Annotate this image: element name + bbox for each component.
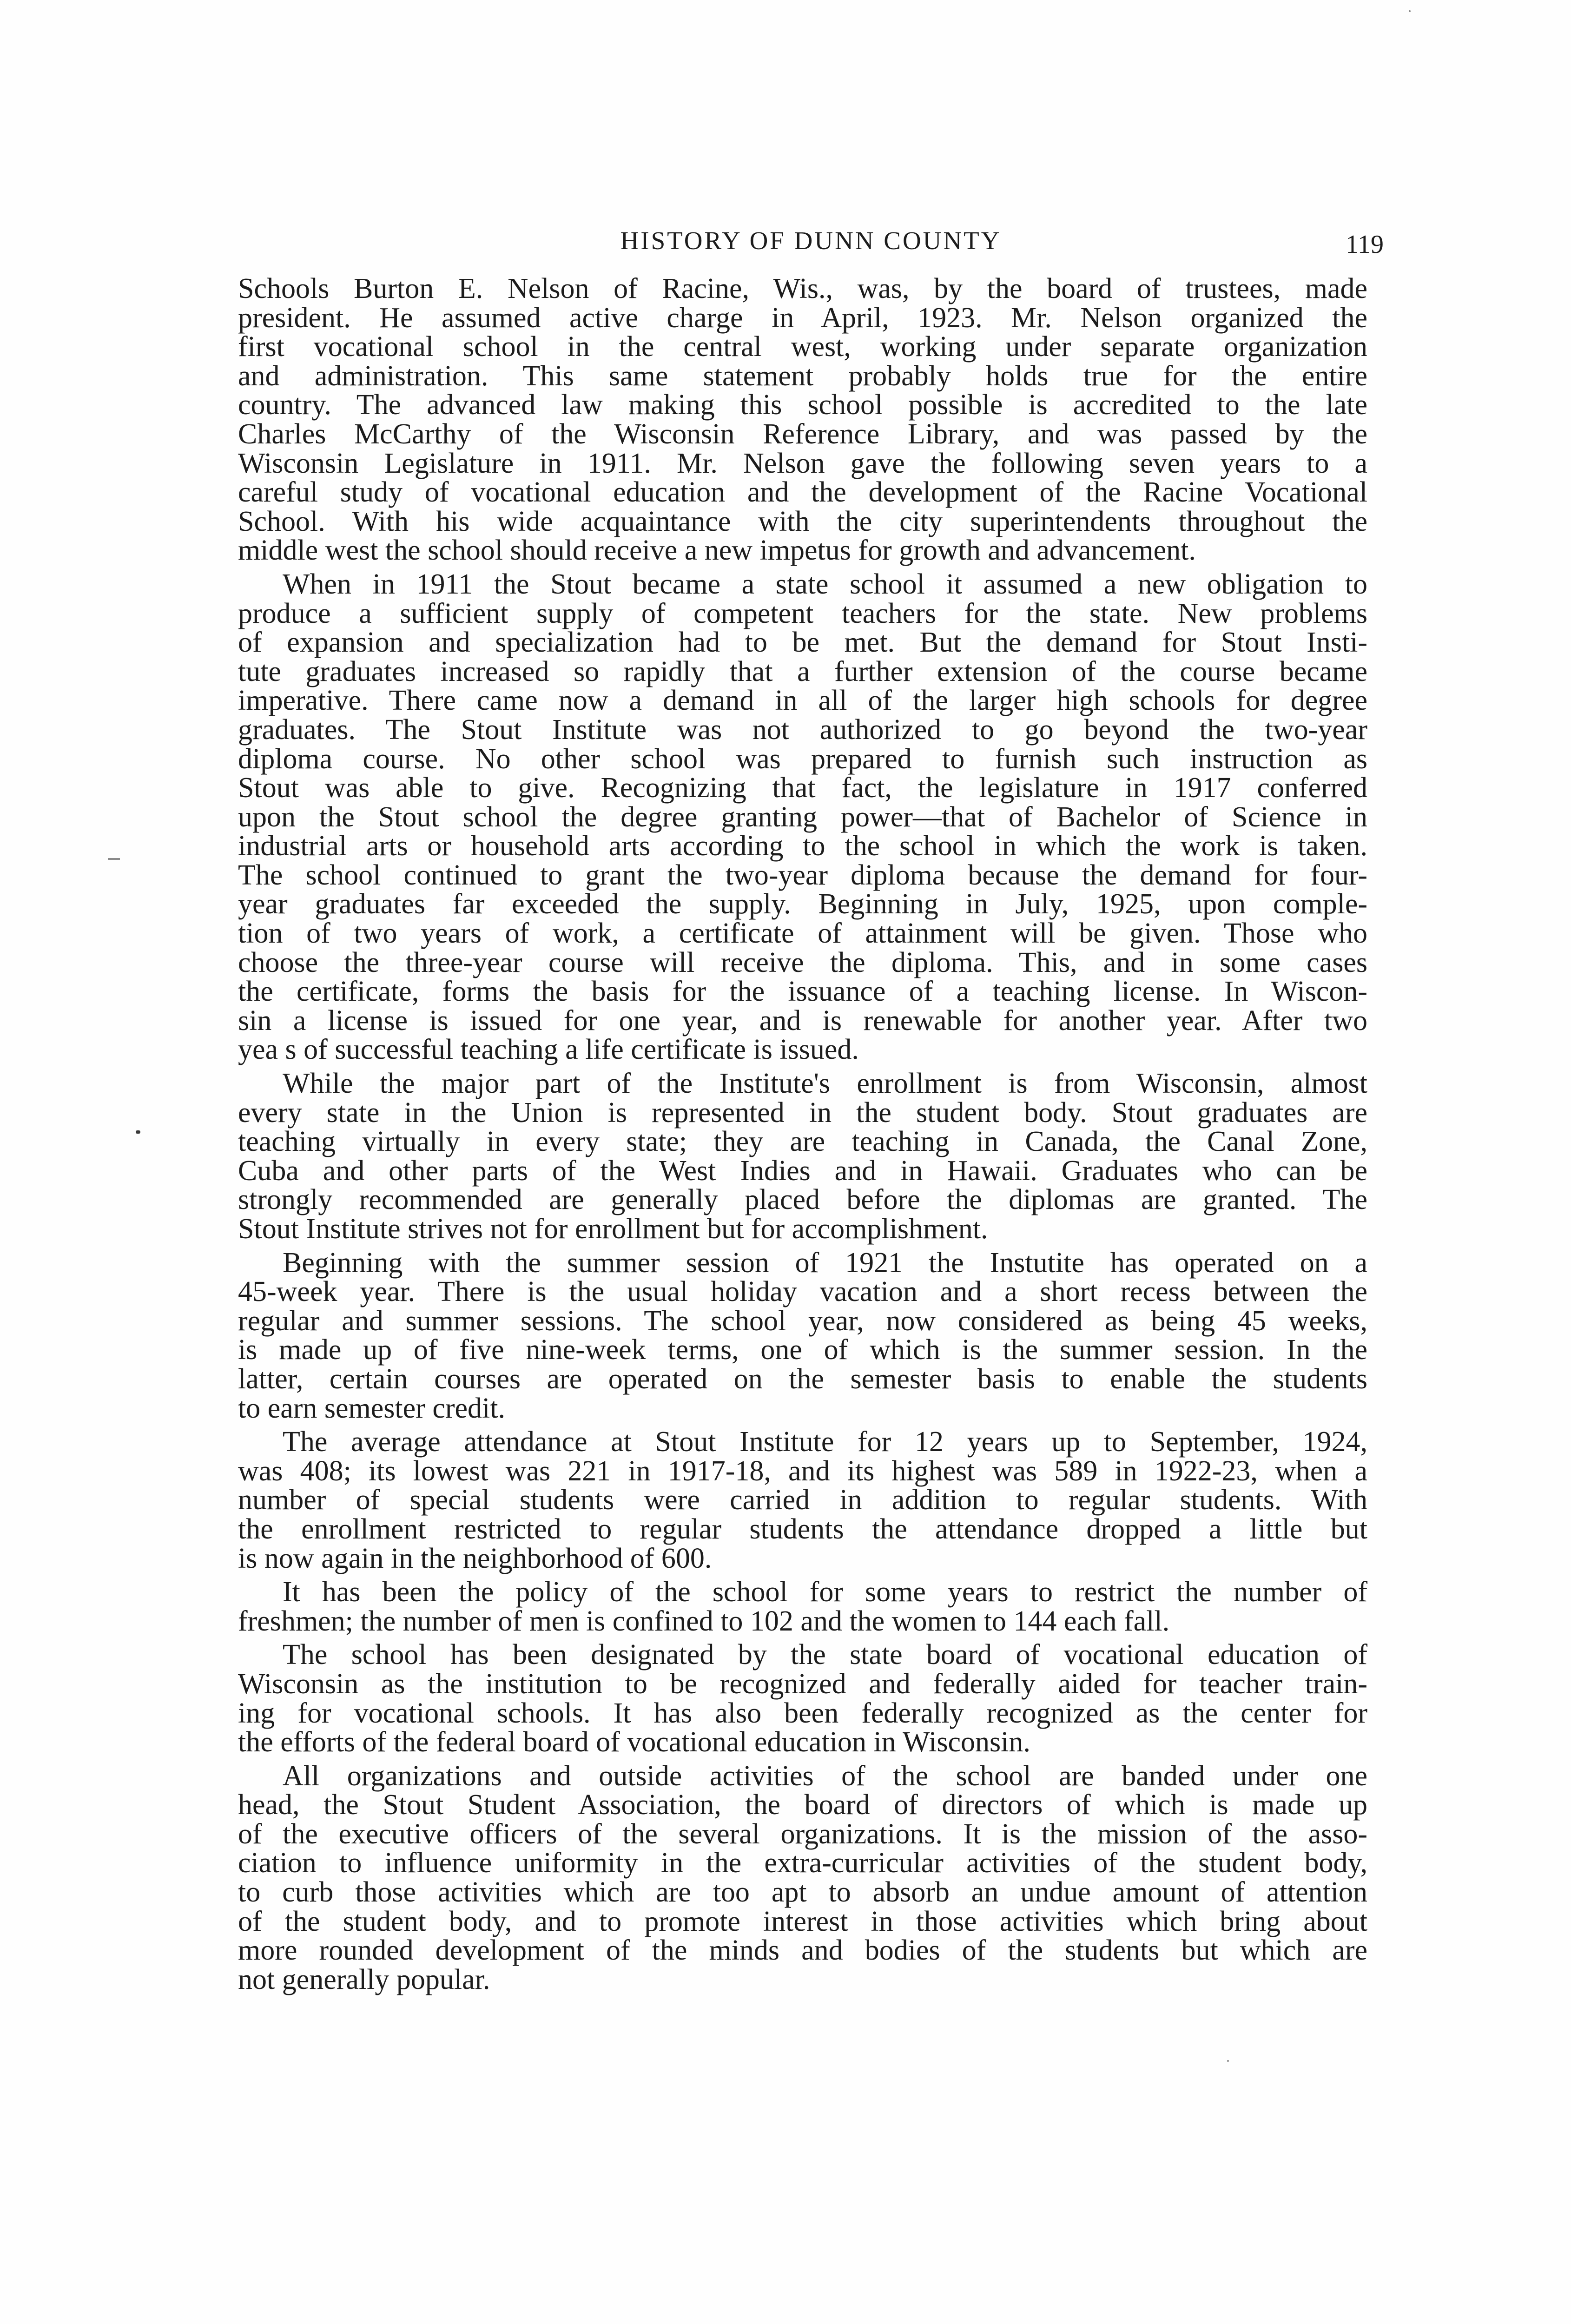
text-line: Schools Burton E. Nelson of Racine, Wis., was, by the board of trustees, made: [238, 273, 1367, 304]
margin-dash: [108, 858, 120, 860]
text-line: When in 1911 the Stout became a state school it assumed a new obligation to: [283, 568, 1367, 600]
text-line: All organizations and outside activities of the school are banded under one: [283, 1760, 1367, 1792]
text-line: yea s of successful teaching a life certificate is issued.: [238, 1034, 859, 1066]
text-line: to earn semester credit.: [238, 1392, 505, 1424]
text-line: careful study of vocational education and the development of the Racine Vocational: [238, 476, 1367, 508]
text-line: the efforts of the federal board of vocational education in Wisconsin.: [238, 1726, 1030, 1758]
text-line: diploma course. No other school was prepared to furnish such instruction as: [238, 743, 1367, 775]
text-line: not generally popular.: [238, 1963, 490, 1995]
text-line: is now again in the neighborhood of 600.: [238, 1542, 712, 1574]
text-line: regular and summer sessions. The school year, now considered as being 45 weeks,: [238, 1305, 1367, 1337]
text-line: produce a sufficient supply of competent teachers for the state. New problems: [238, 597, 1367, 629]
text-line: Stout was able to give. Recognizing that fact, the legislature in 1917 conferred: [238, 772, 1367, 804]
text-line: ing for vocational schools. It has also been federally recognized as the center for: [238, 1697, 1367, 1729]
text-line: imperative. There came now a demand in all of the larger high schools for degree: [238, 685, 1367, 717]
text-line: The school has been designated by the state board of vocational education of: [283, 1639, 1367, 1671]
text-line: more rounded development of the minds and bodies of the students but which are: [238, 1934, 1367, 1967]
text-line: the certificate, forms the basis for the issuance of a teaching license. In Wiscon-: [238, 976, 1367, 1008]
text-line: of expansion and specialization had to be met. But the demand for Stout Insti-: [238, 627, 1367, 659]
paragraph: [238, 1427, 1367, 1573]
running-title: HISTORY OF DUNN COUNTY: [620, 226, 1002, 255]
text-line: choose the three-year course will receive the diploma. This, and in some cases: [238, 946, 1367, 978]
text-line: teaching virtually in every state; they are teaching in Canada, the Canal Zone,: [238, 1126, 1367, 1158]
margin-speck: [1227, 2060, 1229, 2062]
text-line: ciation to influence uniformity in the extra-curricular activities of the student body,: [238, 1847, 1367, 1879]
text-line: head, the Stout Student Association, the board of directors of which is made up: [238, 1789, 1367, 1821]
text-line: While the major part of the Institute's enrollment is from Wisconsin, almost: [283, 1068, 1367, 1100]
text-line: country. The advanced law making this school possible is accredited to the late: [238, 389, 1367, 421]
text-line: freshmen; the number of men is confined to 102 and the women to 144 each fall.: [238, 1605, 1170, 1637]
text-line: was 408; its lowest was 221 in 1917-18, and its highest was 589 in 1922-23, when a: [238, 1455, 1367, 1487]
text-line: of the executive officers of the several organizations. It is the mission of the asso-: [238, 1818, 1367, 1850]
text-line: sin a license is issued for one year, and is renewable for another year. After two: [238, 1004, 1367, 1037]
margin-speck: [136, 1130, 140, 1134]
text-line: the enrollment restricted to regular students the attendance dropped a little but: [238, 1513, 1367, 1545]
text-line: first vocational school in the central west, working under separate organization: [238, 331, 1367, 363]
paragraph: [238, 570, 1367, 1064]
text-line: is made up of five nine-week terms, one of which is the summer session. In the: [238, 1334, 1367, 1366]
text-line: Cuba and other parts of the West Indies and in Hawaii. Graduates who can be: [238, 1155, 1367, 1187]
text-line: It has been the policy of the school for some years to restrict the number of: [283, 1576, 1367, 1608]
text-line: tute graduates increased so rapidly that a further extension of the course became: [238, 655, 1367, 687]
text-line: graduates. The Stout Institute was not authorized to go beyond the two-year: [238, 713, 1367, 746]
text-line: every state in the Union is represented in the student body. Stout graduates are: [238, 1096, 1367, 1129]
page-number: 119: [1346, 230, 1384, 259]
text-line: The average attendance at Stout Institute for 12 years up to September, 1924,: [283, 1426, 1367, 1458]
text-line: 45-week year. There is the usual holiday vacation and a short recess between the: [238, 1276, 1367, 1308]
text-line: Charles McCarthy of the Wisconsin Reference Library, and was passed by the: [238, 418, 1367, 450]
text-line: tion of two years of work, a certificate of attainment will be given. Those who: [238, 918, 1367, 950]
paragraph: [238, 274, 1367, 565]
text-line: to curb those activities which are too apt to absorb an undue amount of attention: [238, 1876, 1367, 1908]
text-line: year graduates far exceeded the supply. Beginning in July, 1925, upon comple-: [238, 888, 1367, 920]
text-line: School. With his wide acquaintance with the city superintendents throughout the: [238, 505, 1367, 537]
running-head: [238, 222, 1384, 259]
text-line: strongly recommended are generally placed before the diplomas are granted. The: [238, 1184, 1367, 1216]
text-line: Wisconsin Legislature in 1911. Mr. Nelson gave the following seven years to a: [238, 447, 1367, 479]
body-text: [238, 274, 1367, 1994]
text-line: and administration. This same statement probably holds true for the entire: [238, 360, 1367, 392]
text-line: upon the Stout school the degree granting power—that of Bachelor of Science in: [238, 801, 1367, 833]
text-line: Beginning with the summer session of 1921 the Instutite has operated on a: [283, 1247, 1367, 1279]
text-line: number of special students were carried in addition to regular students. With: [238, 1484, 1367, 1516]
text-line: The school continued to grant the two-year diploma because the demand for four-: [238, 859, 1367, 891]
text-line: middle west the school should receive a new impetus for growth and advancement.: [238, 535, 1196, 567]
text-line: industrial arts or household arts according to the school in which the work is taken.: [238, 830, 1367, 862]
text-line: Stout Institute strives not for enrollment but for accomplishment.: [238, 1213, 988, 1245]
paragraph: [238, 1640, 1367, 1756]
margin-speck: [1409, 10, 1411, 12]
paragraph: [238, 1762, 1367, 1994]
text-line: latter, certain courses are operated on the semester basis to enable the students: [238, 1363, 1367, 1395]
paragraph: [238, 1578, 1367, 1636]
paragraph: [238, 1069, 1367, 1244]
text-line: Wisconsin as the institution to be recognized and federally aided for teacher train-: [238, 1668, 1367, 1700]
text-line: of the student body, and to promote interest in those activities which bring about: [238, 1905, 1367, 1937]
paragraph: [238, 1248, 1367, 1423]
text-line: president. He assumed active charge in April, 1923. Mr. Nelson organized the: [238, 302, 1367, 334]
